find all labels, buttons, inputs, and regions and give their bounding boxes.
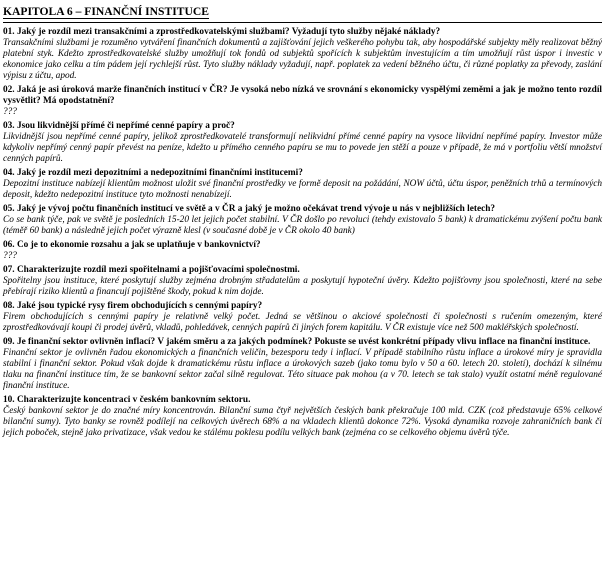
question-block xyxy=(3,395,602,439)
question-number: 10. xyxy=(3,395,15,405)
question-text xyxy=(3,27,602,38)
question-text xyxy=(3,85,602,107)
question-number: 06. xyxy=(3,240,15,250)
question-text xyxy=(3,337,602,348)
document-title: KAPITOLA 6 – FINANČNÍ INSTITUCE xyxy=(3,5,209,18)
answer-text: Transakčními službami je rozuměno vytváření finančních dokumentů a zajišťování jejich veškerého pohybu tak, aby hospodářské subjekty měly realizovat běžný platební styk. Kdežto zprostředkovatelské služby umožňují tok fondů od subjektů spořících k subjektům investujícím a tím umožňují růst úspor i investic v ekonomice jako celku a tím pádem její rychlejší růst. Tyto služby náklady vyžadují, např. poplatek za vedení běžného účtu, či různé poplatky za převody, zaslání výpisu z účtu, apod. xyxy=(3,38,602,81)
question-number: 09. xyxy=(3,337,15,347)
question-label: Charakterizujte koncentraci v českém bankovním sektoru. xyxy=(16,395,251,405)
question-text xyxy=(3,265,602,276)
question-label: Jsou likvidnější přímé či nepřímé cenné papíry a proč? xyxy=(16,121,235,131)
answer-text: Likvidnější jsou nepřímé cenné papíry, jelikož zprostředkovatelé transformují nelikvidní přímé cenné papíry na vysoce likvidní nepřímé papíry. Investor může kdykoliv nepřímý cenný papír převést na peníze, kdežto u přímého cenného papíru se mu to povede jen stěží a pouze v případě, že má v portfoliu větší množství cenných papírů. xyxy=(3,132,602,164)
question-number: 01. xyxy=(3,27,15,37)
question-block xyxy=(3,168,602,201)
question-text xyxy=(3,395,602,406)
question-block xyxy=(3,240,602,262)
question-number: 07. xyxy=(3,265,15,275)
answer-text: Český bankovní sektor je do značné míry koncentrován. Bilanční suma čtyř největších českých bank překračuje 100 mld. CZK (což představuje 65% celkové bilanční sumy). Tyto banky se rovněž podílejí na celkových úvěrech 68% a na vkladech klientů dokonce 72%. Vysoká dynamika rozvoje zahraničních bank či jejich poboček, stejně jako privatizace, však vedou ke stálému poklesu podílu velkých bank (zejména co se celkového objemu úvěrů týče. xyxy=(3,406,602,438)
qa-list xyxy=(3,27,602,439)
title-divider xyxy=(3,22,602,23)
question-text xyxy=(3,204,602,215)
question-block xyxy=(3,301,602,334)
question-number: 02. xyxy=(3,85,15,95)
question-block xyxy=(3,121,602,165)
question-number: 04. xyxy=(3,168,15,178)
question-number: 03. xyxy=(3,121,15,131)
answer-text: Firem obchodujících s cennými papíry je relativně velký počet. Jedná se většinou o akciové společnosti či společnosti s ručením omezeným, které zprostředkovávají koupi či prodej úvěrů, vkladů, pohledávek, cenných papírů či jiných forem kapitálu. V ČR existuje více než 500 makléřských společností. xyxy=(3,312,602,333)
question-block xyxy=(3,85,602,118)
answer-text: Depozitní instituce nabízejí klientům možnost uložit své finanční prostředky ve formě deposit na požádání, NOW účtů, účtu úspor, peněžních trhů a termínových deposit, kdežto nedepozitní instituce tyto možnosti nenabízejí. xyxy=(3,179,602,200)
question-number: 05. xyxy=(3,204,15,214)
question-block xyxy=(3,27,602,82)
question-text xyxy=(3,240,602,251)
question-label: Jaké jsou typické rysy firem obchodujících s cennými papíry? xyxy=(16,301,263,311)
answer-text: Finanční sektor je ovlivněn řadou ekonomických a finančních veličin, bezesporu tedy i inflací. V případě stabilního růstu inflace a úrokové míry je spravidla stabilní i finanční sektor. Pokud však dojde k dramatickému růstu inflace a úrokových sazeb (jako tomu bylo v 50 a 60. letech 20. století), dochází k silnému tlaku na finanční instituce tím, že se bankovní sektor začal silně regulovat. Této situace pak mohou (a v 70. letech se tak stalo) využít ostatní méně regulované finanční instituce. xyxy=(3,348,602,391)
answer-text: ??? xyxy=(3,107,17,117)
question-label: Jaký je rozdíl mezi transakčními a zprostředkovatelskými službami? Vyžadují tyto služby nějaké náklady? xyxy=(16,27,441,37)
question-label: Co je to ekonomie rozsahu a jak se uplatňuje v bankovnictví? xyxy=(16,240,261,250)
question-label: Charakterizujte rozdíl mezi spořitelnami a pojišťovacími společnostmi. xyxy=(16,265,300,275)
answer-text: Spořitelny jsou instituce, které poskytují služby zejména drobným střadatelům a poskytují hypoteční úvěry. Kdežto pojišťovny jsou společnosti, které na sebe přebírají riziko klientů a financují pojištěné škody, pokud k nim dojde. xyxy=(3,276,602,297)
question-label: Jaký je rozdíl mezi depozitními a nedepozitními finančními institucemi? xyxy=(16,168,303,178)
question-block xyxy=(3,265,602,298)
question-label: Jaký je vývoj počtu finančních institucí ve světě a v ČR a jaký je možno očekávat trend vývoje u nás v nejbližších letech? xyxy=(16,204,496,214)
question-text xyxy=(3,301,602,312)
question-number: 08. xyxy=(3,301,15,311)
question-text xyxy=(3,168,602,179)
answer-text: ??? xyxy=(3,251,17,261)
question-label: Je finanční sektor ovlivněn inflací? V jakém směru a za jakých podmínek? Pokuste se uvést konkrétní případy vlivu inflace na finanční instituce. xyxy=(16,337,591,347)
question-label: Jaká je asi úroková marže finančních institucí v ČR? Je vysoká nebo nízká ve srovnání s ekonomicky vyspělými zeměmi a jak je možno tento rozdíl vysvětlit? Má opodstatnění? xyxy=(3,85,602,106)
question-block xyxy=(3,337,602,392)
question-text xyxy=(3,121,602,132)
answer-text: Co se bank týče, pak ve světě je posledních 15-20 let jejich počet stabilní. V ČR došlo po revoluci (tehdy existovalo 5 bank) k dramatickému zvýšení počtu bank (téměř 60 bank) a následně jejich počet výrazně klesl (v současné době je v ČR okolo 40 bank) xyxy=(3,215,602,236)
question-block xyxy=(3,204,602,237)
